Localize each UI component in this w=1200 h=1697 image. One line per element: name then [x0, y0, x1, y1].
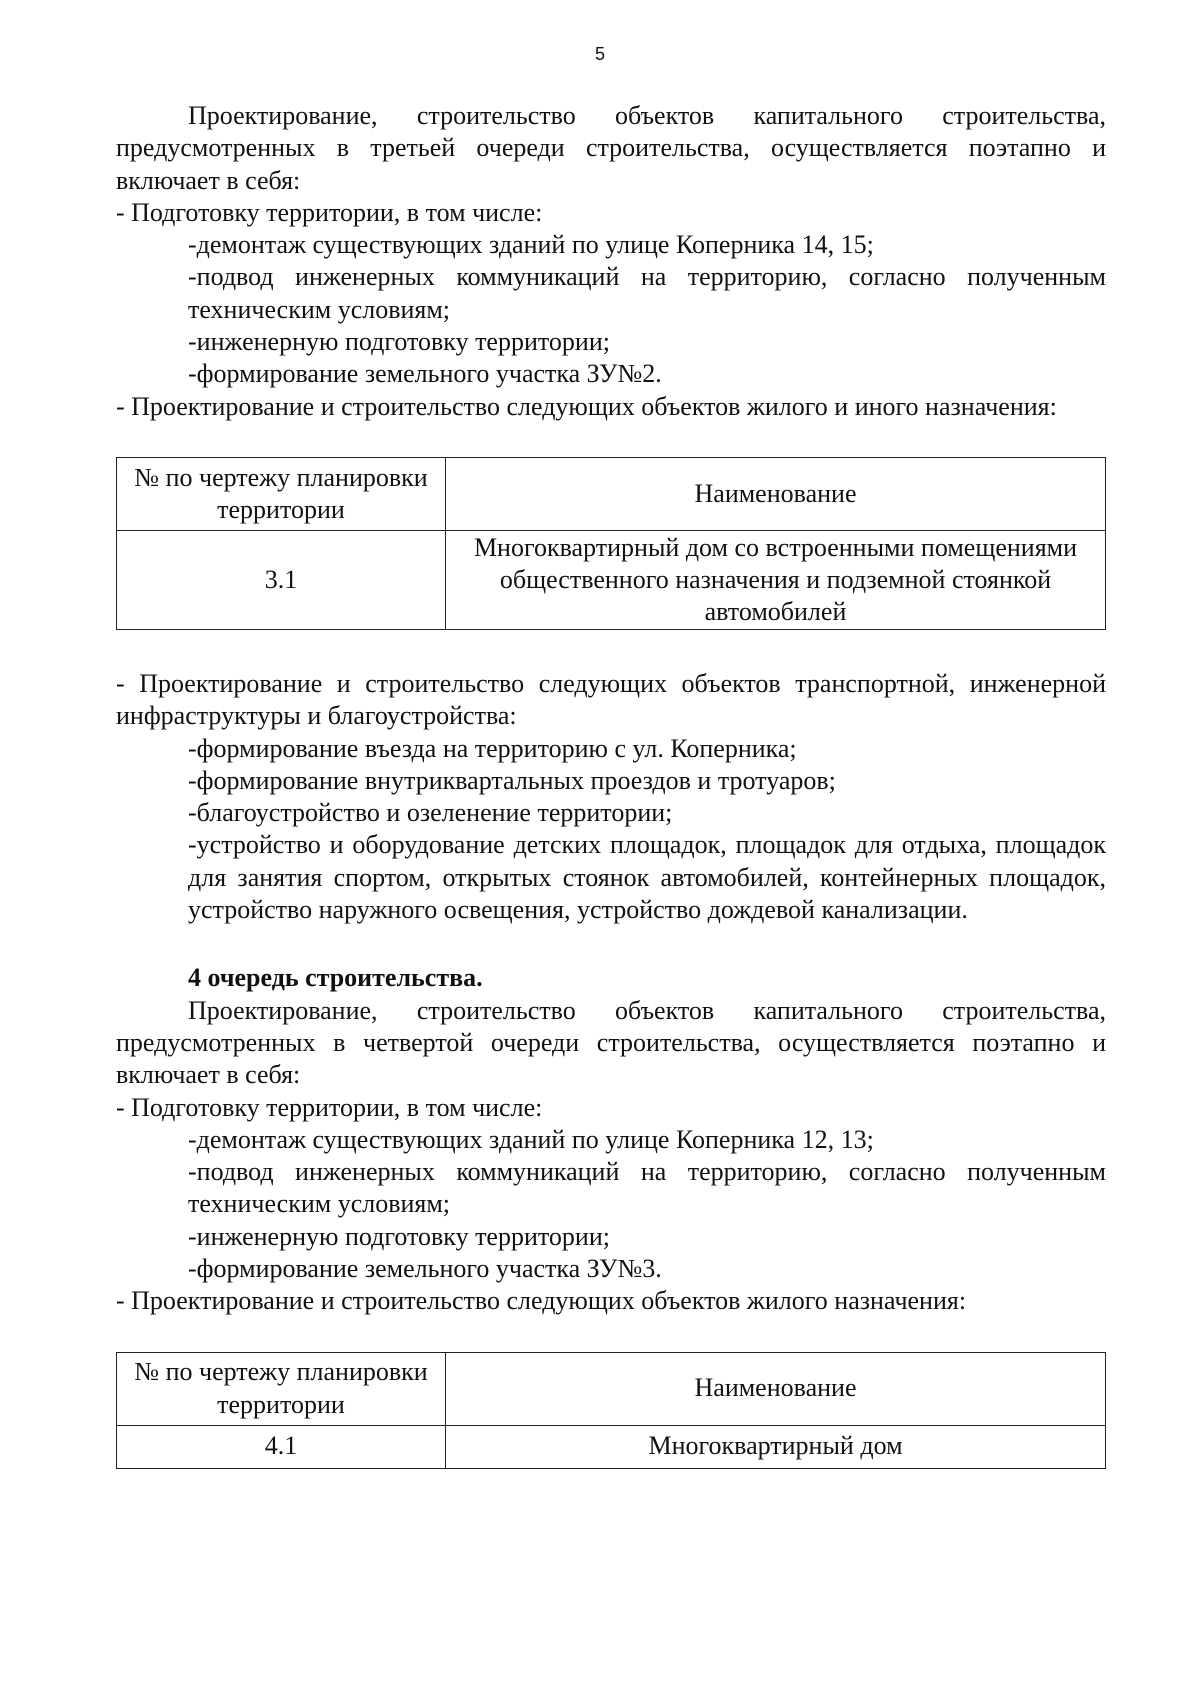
stage-3-prep-heading: - Подготовку территории, в том числе: — [116, 197, 543, 227]
col-name-header: Наименование — [446, 457, 1106, 530]
list-item: -демонтаж существующих зданий по улице Коперника 14, 15; — [188, 230, 874, 260]
stage-3-objects-heading: - Проектирование и строительство следующих объектов жилого и иного назначения: — [116, 391, 1057, 421]
table-header-row — [117, 457, 1106, 530]
object-name-cell: Многоквартирный дом со встроенными помещениями общественного назначения и подземной стоянкой автомобилей — [446, 530, 1106, 629]
list-item: -устройство и оборудование детских площадок, площадок для отдыха, площадок для занятия спортом, открытых стоянок автомобилей, контейнерных площадок, устройство наружного освещения, устройство дождевой канализации. — [188, 830, 1106, 925]
stage-3-intro-paragraph: Проектирование, строительство объектов капитального строительства, предусмотренных в третьей очереди строительства, осуществляется поэтапно и включает в себя: — [116, 101, 1106, 195]
list-item: -подвод инженерных коммуникаций на территорию, согласно полученным техническим условиям; — [188, 262, 1106, 324]
page-number: 5 — [594, 44, 605, 64]
table-row — [117, 1425, 1106, 1468]
list-item: -формирование земельного участка ЗУ№2. — [188, 359, 662, 389]
list-item: -демонтаж существующих зданий по улице Коперника 12, 13; — [188, 1124, 874, 1154]
stage-4-objects-heading: - Проектирование и строительство следующих объектов жилого назначения: — [116, 1286, 967, 1316]
list-item: -благоустройство и озеленение территории; — [188, 798, 673, 828]
table-row — [117, 530, 1106, 629]
objects-table-stage-3 — [116, 457, 1106, 630]
objects-table-stage-4 — [116, 1352, 1106, 1469]
stage-4-prep-heading: - Подготовку территории, в том числе: — [116, 1092, 543, 1122]
object-number-cell: 4.1 — [117, 1425, 446, 1468]
list-item: -формирование земельного участка ЗУ№3. — [188, 1254, 662, 1284]
stage-4-intro-paragraph: Проектирование, строительство объектов капитального строительства, предусмотренных в четвертой очереди строительства, осуществляется поэтапно и включает в себя: — [116, 995, 1106, 1090]
infra-heading: - Проектирование и строительство следующих объектов транспортной, инженерной инфраструктуры и благоустройства: — [116, 668, 1106, 731]
list-item: -инженерную подготовку территории; — [188, 327, 610, 357]
col-name-header: Наименование — [446, 1352, 1106, 1425]
document-body — [116, 100, 1106, 1469]
object-name-cell: Многоквартирный дом — [446, 1425, 1106, 1468]
table-header-row — [117, 1352, 1106, 1425]
col-number-header: № по чертежу планировки территории — [117, 457, 446, 530]
stage-4-title: 4 очередь строительства. — [188, 963, 483, 993]
list-item: -подвод инженерных коммуникаций на территорию, согласно полученным техническим условиям; — [188, 1157, 1106, 1219]
list-item: -инженерную подготовку территории; — [188, 1221, 610, 1251]
object-number-cell: 3.1 — [117, 530, 446, 629]
col-number-header: № по чертежу планировки территории — [117, 1352, 446, 1425]
list-item: -формирование въезда на территорию с ул. Коперника; — [188, 733, 797, 763]
list-item: -формирование внутриквартальных проездов и тротуаров; — [188, 765, 836, 795]
